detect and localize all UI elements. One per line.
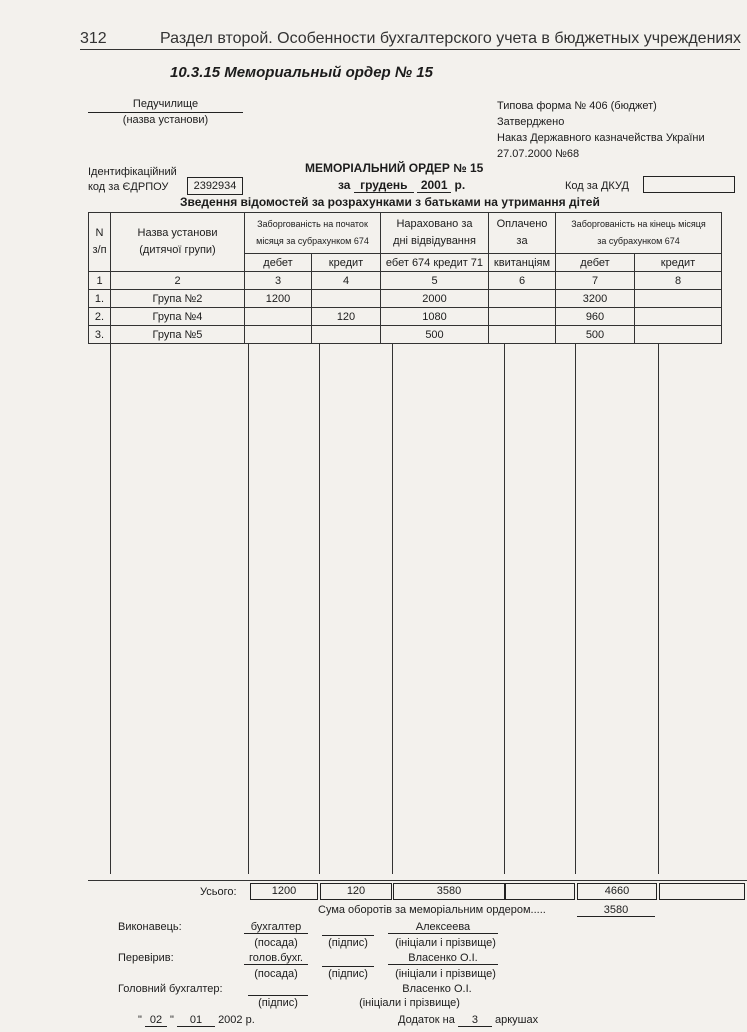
chief-signature-line	[248, 995, 308, 996]
caption-signature: (підпис)	[258, 997, 298, 1009]
row-paid	[489, 326, 556, 344]
order-date	[138, 1014, 255, 1027]
caption-name: (ініціали і прізвище)	[395, 937, 496, 949]
order-period	[338, 178, 465, 193]
head-paid-sub: квитанціям	[489, 254, 556, 272]
attachment-prefix: Додаток на	[398, 1014, 455, 1026]
totals-credit: 120	[320, 883, 392, 900]
row-end-credit	[635, 290, 722, 308]
dkud-box	[643, 176, 735, 193]
row-num: 2.	[89, 308, 111, 326]
checked-label: Перевірив:	[118, 952, 174, 964]
form-info-line1: Типова форма № 406 (бюджет)	[497, 100, 657, 112]
period-month: грудень	[354, 178, 414, 193]
head-name: Назва установи (дитячої групи)	[111, 213, 245, 272]
head-paid: Оплачено за	[489, 213, 556, 254]
head-debt-start: Заборгованість на початок місяця за субрахунком 674	[245, 213, 381, 254]
head-num: N з/п	[89, 213, 111, 272]
row-accrued: 500	[381, 326, 489, 344]
form-info-line4: 27.07.2000 №68	[497, 148, 580, 160]
date-quote: "	[138, 1014, 142, 1026]
order-table	[88, 212, 722, 344]
turnover-label: Сума оборотів за меморіальним ордером.....	[318, 904, 546, 916]
date-month: 01	[177, 1014, 215, 1027]
totals-rule	[88, 880, 747, 881]
head-credit2: кредит	[635, 254, 722, 272]
row-end-credit	[635, 326, 722, 344]
chief-label: Головний бухгалтер:	[118, 983, 223, 995]
institution-name: Педучилище	[132, 98, 199, 110]
executor-label: Виконавець:	[118, 921, 182, 933]
body-rule	[392, 344, 393, 874]
running-title: Раздел второй. Особенности бухгалтерского учета в бюджетных учреждениях	[160, 30, 742, 47]
header-rule	[80, 49, 740, 50]
chief-name: Власенко О.І.	[402, 983, 472, 995]
table-row	[89, 290, 722, 308]
totals-paid	[505, 883, 575, 900]
row-num: 1.	[89, 290, 111, 308]
row-accrued: 2000	[381, 290, 489, 308]
head-debit2: дебет	[556, 254, 635, 272]
executor-signature-line	[322, 935, 374, 936]
table-row	[89, 308, 722, 326]
totals-debit: 1200	[250, 883, 318, 900]
head-accrued-sub: ебет 674 кредит 71	[381, 254, 489, 272]
row-accrued: 1080	[381, 308, 489, 326]
head-credit: кредит	[312, 254, 381, 272]
row-name: Група №4	[111, 308, 245, 326]
body-rule	[319, 344, 320, 874]
edrpou-code-box: 2392934	[187, 177, 243, 195]
row-name: Група №2	[111, 290, 245, 308]
totals-accrued: 3580	[393, 883, 505, 900]
caption-signature: (підпис)	[328, 968, 368, 980]
col-number: 3	[245, 272, 312, 290]
caption-signature: (підпис)	[328, 937, 368, 949]
turnover-value: 3580	[577, 904, 655, 917]
body-rule	[110, 344, 111, 874]
institution-underline	[88, 112, 243, 113]
attachment-suffix: аркушах	[494, 1014, 539, 1026]
row-end-debit: 500	[556, 326, 635, 344]
executor-name: Алексеева	[388, 921, 498, 934]
checked-signature-line	[322, 966, 374, 967]
page-number: 312	[80, 30, 107, 47]
row-end-credit	[635, 308, 722, 326]
checked-name: Власенко О.І.	[388, 952, 498, 965]
date-quote: "	[170, 1014, 174, 1026]
totals-end-debit: 4660	[577, 883, 657, 900]
order-title: МЕМОРІАЛЬНИЙ ОРДЕР № 15	[305, 161, 484, 175]
executor-position: бухгалтер	[244, 921, 308, 934]
dkud-label: Код за ДКУД	[565, 180, 629, 192]
totals-end-credit	[659, 883, 745, 900]
caption-position: (посада)	[254, 968, 298, 980]
form-info-line2: Затверджено	[497, 116, 565, 128]
body-rule	[248, 344, 249, 874]
row-credit: 120	[312, 308, 381, 326]
head-accrued: Нараховано за дні відвідування	[381, 213, 489, 254]
date-day: 02	[145, 1014, 167, 1027]
body-rule	[575, 344, 576, 874]
date-year: 2002	[218, 1014, 243, 1026]
section-title: 10.3.15 Мемориальный ордер № 15	[170, 64, 433, 81]
col-number: 5	[381, 272, 489, 290]
body-rule	[504, 344, 505, 874]
attachment	[398, 1014, 538, 1027]
row-credit	[312, 290, 381, 308]
row-credit	[312, 326, 381, 344]
column-numbers-row	[89, 272, 722, 290]
row-end-debit: 960	[556, 308, 635, 326]
ident-label1: Ідентифікаційний	[88, 166, 177, 178]
row-debit: 1200	[245, 290, 312, 308]
head-debit: дебет	[245, 254, 312, 272]
period-prefix: за	[338, 178, 351, 192]
row-paid	[489, 290, 556, 308]
row-end-debit: 3200	[556, 290, 635, 308]
ident-label2: код за ЄДРПОУ	[88, 181, 169, 193]
row-name: Група №5	[111, 326, 245, 344]
date-suffix: р.	[245, 1014, 255, 1026]
table-row	[89, 326, 722, 344]
order-subtitle: Зведення відомостей за розрахунками з батьками на утримання дітей	[180, 195, 600, 209]
col-number: 7	[556, 272, 635, 290]
col-number: 4	[312, 272, 381, 290]
caption-name: (ініціали і прізвище)	[359, 997, 460, 1009]
body-rule	[658, 344, 659, 874]
col-number: 2	[111, 272, 245, 290]
row-debit	[245, 308, 312, 326]
row-debit	[245, 326, 312, 344]
head-debt-end: Заборгованість на кінець місяця за субрахунком 674	[556, 213, 722, 254]
period-suffix: р.	[454, 178, 466, 192]
col-number: 6	[489, 272, 556, 290]
period-year: 2001	[417, 178, 451, 193]
checked-position: голов.бухг.	[244, 952, 308, 965]
caption-name: (ініціали і прізвище)	[395, 968, 496, 980]
col-number: 8	[635, 272, 722, 290]
totals-label: Усього:	[200, 886, 237, 898]
caption-position: (посада)	[254, 937, 298, 949]
form-info	[497, 98, 705, 162]
col-number: 1	[89, 272, 111, 290]
row-num: 3.	[89, 326, 111, 344]
institution-caption: (назва установи)	[122, 114, 209, 126]
attachment-count: 3	[458, 1014, 492, 1027]
form-info-line3: Наказ Державного казначейства України	[497, 132, 705, 144]
row-paid	[489, 308, 556, 326]
